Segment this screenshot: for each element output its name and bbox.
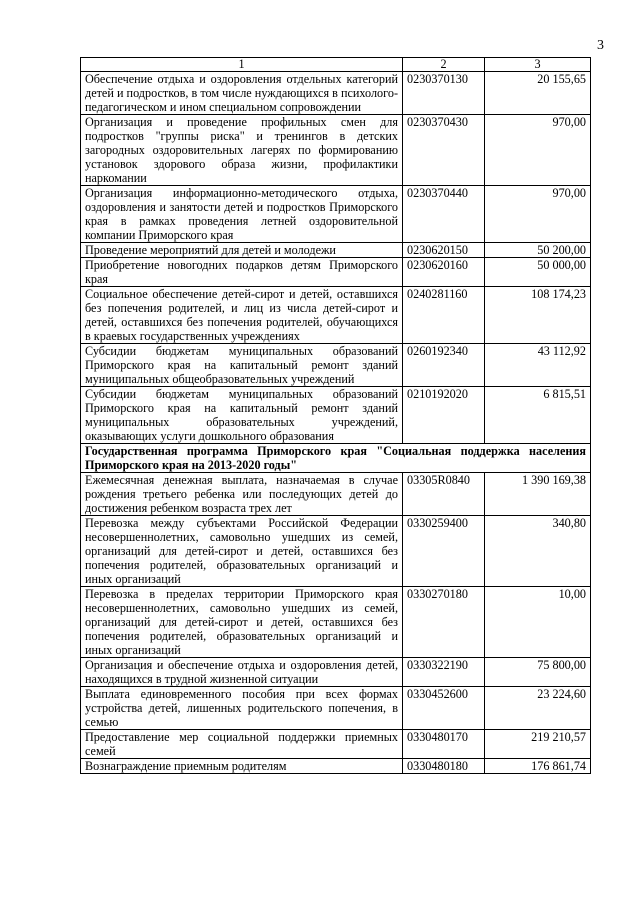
row-code: 0230620160 — [403, 258, 485, 287]
row-description: Приобретение новогодних подарков детям Приморского края — [81, 258, 403, 287]
row-amount: 6 815,51 — [485, 387, 591, 444]
row-amount: 50 200,00 — [485, 243, 591, 258]
row-amount: 75 800,00 — [485, 658, 591, 687]
row-description: Субсидии бюджетам муниципальных образований Приморского края на капитальный ремонт зданий муниципальных общеобразовательных учреждений — [81, 344, 403, 387]
row-description: Субсидии бюджетам муниципальных образований Приморского края на капитальный ремонт зданий муниципальных образовательных учреждений, оказывающих услуги дошкольного образования — [81, 387, 403, 444]
table-row — [81, 186, 591, 243]
table-row — [81, 287, 591, 344]
table-row — [81, 759, 591, 774]
row-description: Организация и проведение профильных смен для подростков "группы риска" и тренингов в детских загородных оздоровительных лагерях по формированию установок здорового образа жизни, профилактики наркомании — [81, 115, 403, 186]
table-row — [81, 344, 591, 387]
table-row — [81, 258, 591, 287]
row-code: 03305R0840 — [403, 473, 485, 516]
row-amount: 50 000,00 — [485, 258, 591, 287]
row-code: 0330322190 — [403, 658, 485, 687]
row-code: 0330452600 — [403, 687, 485, 730]
row-description: Перевозка между субъектами Российской Федерации несовершеннолетних, самовольно ушедших из семей, организаций для детей-сирот и детей, оставшихся без попечения родителей, образовательных организаций и иных организаций — [81, 516, 403, 587]
table-row — [81, 516, 591, 587]
row-description: Проведение мероприятий для детей и молодежи — [81, 243, 403, 258]
row-code: 0210192020 — [403, 387, 485, 444]
row-amount: 176 861,74 — [485, 759, 591, 774]
row-amount: 23 224,60 — [485, 687, 591, 730]
table-row — [81, 243, 591, 258]
row-description: Выплата единовременного пособия при всех формах устройства детей, лишенных родительского попечения, в семью — [81, 687, 403, 730]
table-row — [81, 115, 591, 186]
row-code: 0330259400 — [403, 516, 485, 587]
row-code: 0240281160 — [403, 287, 485, 344]
table-row — [81, 587, 591, 658]
row-amount: 970,00 — [485, 186, 591, 243]
table-row — [81, 473, 591, 516]
row-description: Социальное обеспечение детей-сирот и детей, оставшихся без попечения родителей, и лиц из числа детей-сирот и детей, оставшихся без попечения родителей, обучающихся в краевых государственных учреждениях — [81, 287, 403, 344]
row-amount: 340,80 — [485, 516, 591, 587]
column-header-3: 3 — [485, 58, 591, 72]
column-header-2: 2 — [403, 58, 485, 72]
table-row — [81, 658, 591, 687]
row-description: Предоставление мер социальной поддержки приемных семей — [81, 730, 403, 759]
row-description: Организация информационно-методического отдыха, оздоровления и занятости детей и подростков Приморского края в рамках проведения летней оздоровительной компании Приморского края — [81, 186, 403, 243]
row-amount: 1 390 169,38 — [485, 473, 591, 516]
row-description: Организация и обеспечение отдыха и оздоровления детей, находящихся в трудной жизненной ситуации — [81, 658, 403, 687]
table-header-row — [81, 58, 591, 72]
row-description: Вознаграждение приемным родителям — [81, 759, 403, 774]
row-code: 0230370130 — [403, 72, 485, 115]
row-code: 0230620150 — [403, 243, 485, 258]
row-amount: 43 112,92 — [485, 344, 591, 387]
column-header-1: 1 — [81, 58, 403, 72]
row-amount: 108 174,23 — [485, 287, 591, 344]
row-description: Ежемесячная денежная выплата, назначаемая в случае рождения третьего ребенка или последующих детей до достижения ребенком возраста трех лет — [81, 473, 403, 516]
table-row — [81, 730, 591, 759]
row-amount: 970,00 — [485, 115, 591, 186]
table-row — [81, 687, 591, 730]
row-amount: 20 155,65 — [485, 72, 591, 115]
program-title: Государственная программа Приморского края "Социальная поддержка населения Приморского края на 2013-2020 годы" — [81, 444, 591, 473]
row-code: 0330480170 — [403, 730, 485, 759]
page-number: 3 — [597, 38, 604, 53]
row-amount: 10,00 — [485, 587, 591, 658]
row-code: 0260192340 — [403, 344, 485, 387]
row-code: 0230370430 — [403, 115, 485, 186]
row-code: 0330480180 — [403, 759, 485, 774]
table-row — [81, 387, 591, 444]
table-row — [81, 72, 591, 115]
row-amount: 219 210,57 — [485, 730, 591, 759]
row-code: 0230370440 — [403, 186, 485, 243]
row-description: Обеспечение отдыха и оздоровления отдельных категорий детей и подростков, в том числе нуждающихся в психолого-педагогическом и ином специальном сопровождении — [81, 72, 403, 115]
row-code: 0330270180 — [403, 587, 485, 658]
budget-table — [80, 57, 591, 774]
program-row — [81, 444, 591, 473]
row-description: Перевозка в пределах территории Приморского края несовершеннолетних, самовольно ушедших из семей, организаций для детей-сирот и детей, оставшихся без попечения родителей, образовательных организаций и иных организаций — [81, 587, 403, 658]
